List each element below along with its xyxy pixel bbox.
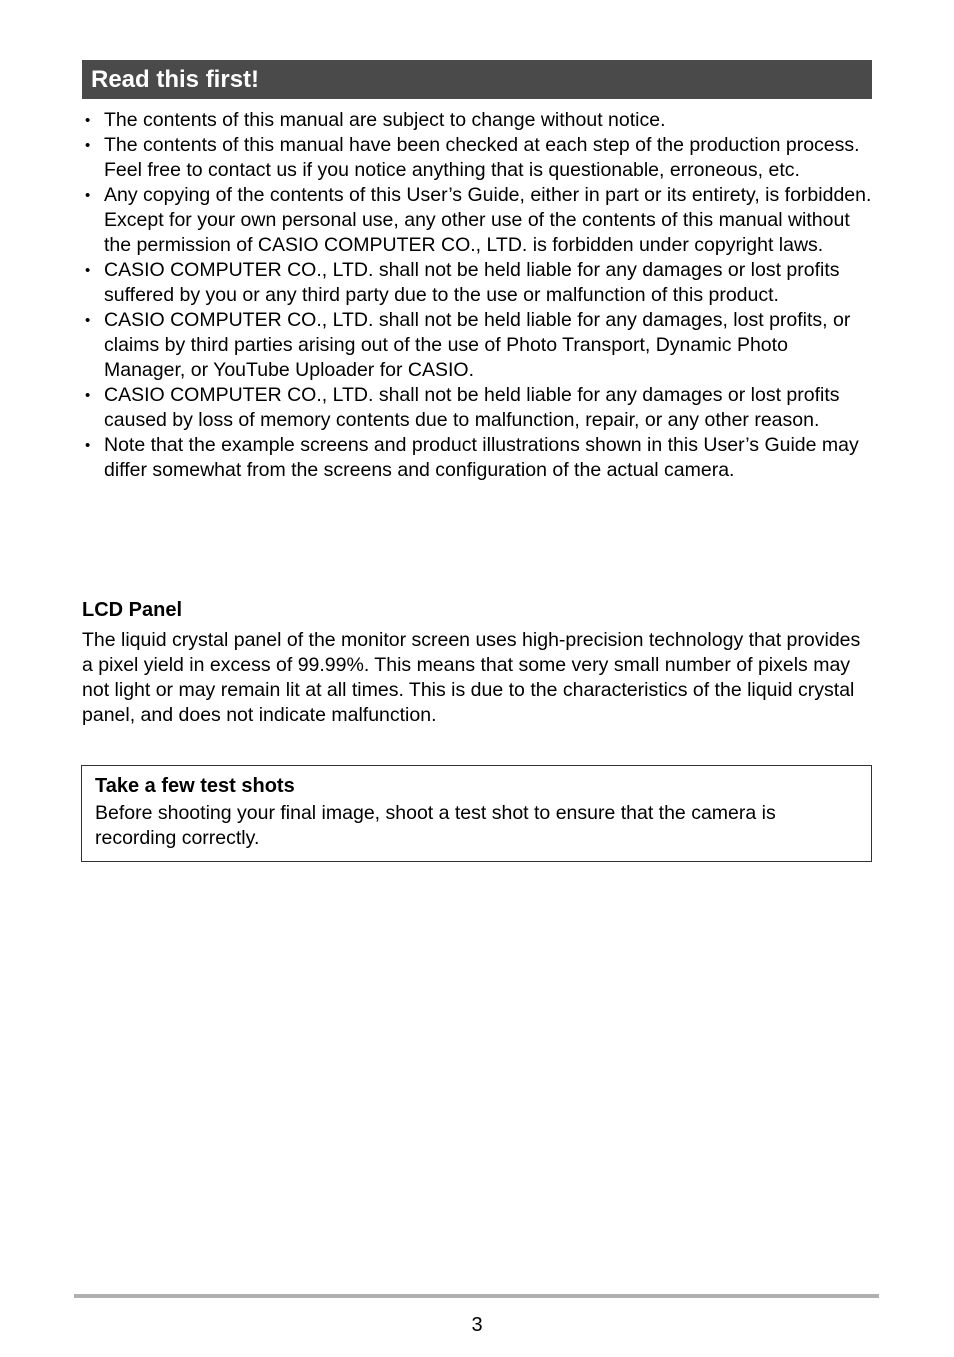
- list-item: [82, 183, 872, 258]
- page-title: Read this first!: [91, 65, 260, 93]
- notice-text: The contents of this manual are subject to change without notice.: [104, 109, 666, 131]
- bullet-icon: •: [85, 262, 91, 279]
- list-item: [82, 433, 872, 483]
- page-header-bar: [82, 60, 872, 99]
- notice-text: Note that the example screens and product illustrations shown in this User’s Guide may differ somewhat from the screens and configuration of the actual camera.: [104, 434, 859, 481]
- list-item: [82, 258, 872, 308]
- lcd-panel-heading: LCD Panel: [82, 599, 183, 621]
- bullet-icon: •: [85, 437, 91, 454]
- notice-text: CASIO COMPUTER CO., LTD. shall not be held liable for any damages, lost profits, or claims by third parties arising out of the use of Photo Transport, Dynamic Photo Manager, or YouTube Uploader for CASIO.: [104, 309, 851, 381]
- notice-text: Any copying of the contents of this User’s Guide, either in part or its entirety, is forbidden. Except for your own personal use, any other use of the contents of this manual without the permission of CASIO COMPUTER CO., LTD. is forbidden under copyright laws.: [104, 184, 872, 256]
- list-item: [82, 133, 872, 183]
- notice-text: CASIO COMPUTER CO., LTD. shall not be held liable for any damages or lost profits caused by loss of memory contents due to malfunction, repair, or any other reason.: [104, 384, 840, 431]
- page-number: 3: [471, 1314, 483, 1336]
- bullet-icon: •: [85, 387, 91, 404]
- test-shots-heading: Take a few test shots: [95, 775, 295, 797]
- list-item: [82, 383, 872, 433]
- test-shots-box: [81, 765, 872, 862]
- footer-divider: [74, 1294, 879, 1298]
- bullet-icon: •: [85, 187, 91, 204]
- notice-list: [82, 108, 872, 483]
- list-item: [82, 308, 872, 383]
- bullet-icon: •: [85, 112, 91, 129]
- test-shots-text: Before shooting your final image, shoot a test shot to ensure that the camera is recording correctly.: [95, 802, 776, 849]
- lcd-panel-text: The liquid crystal panel of the monitor screen uses high-precision technology that provides a pixel yield in excess of 99.99%. This means that some very small number of pixels may not light or may remain lit at all times. This is due to the characteristics of the liquid crystal panel, and does not indicate malfunction.: [82, 629, 861, 726]
- bullet-icon: •: [85, 312, 91, 329]
- notice-text: CASIO COMPUTER CO., LTD. shall not be held liable for any damages or lost profits suffered by you or any third party due to the use or malfunction of this product.: [104, 259, 840, 306]
- list-item: [82, 108, 872, 133]
- notice-text: The contents of this manual have been checked at each step of the production process. Feel free to contact us if you notice anything that is questionable, erroneous, etc.: [104, 134, 860, 181]
- bullet-icon: •: [85, 137, 91, 154]
